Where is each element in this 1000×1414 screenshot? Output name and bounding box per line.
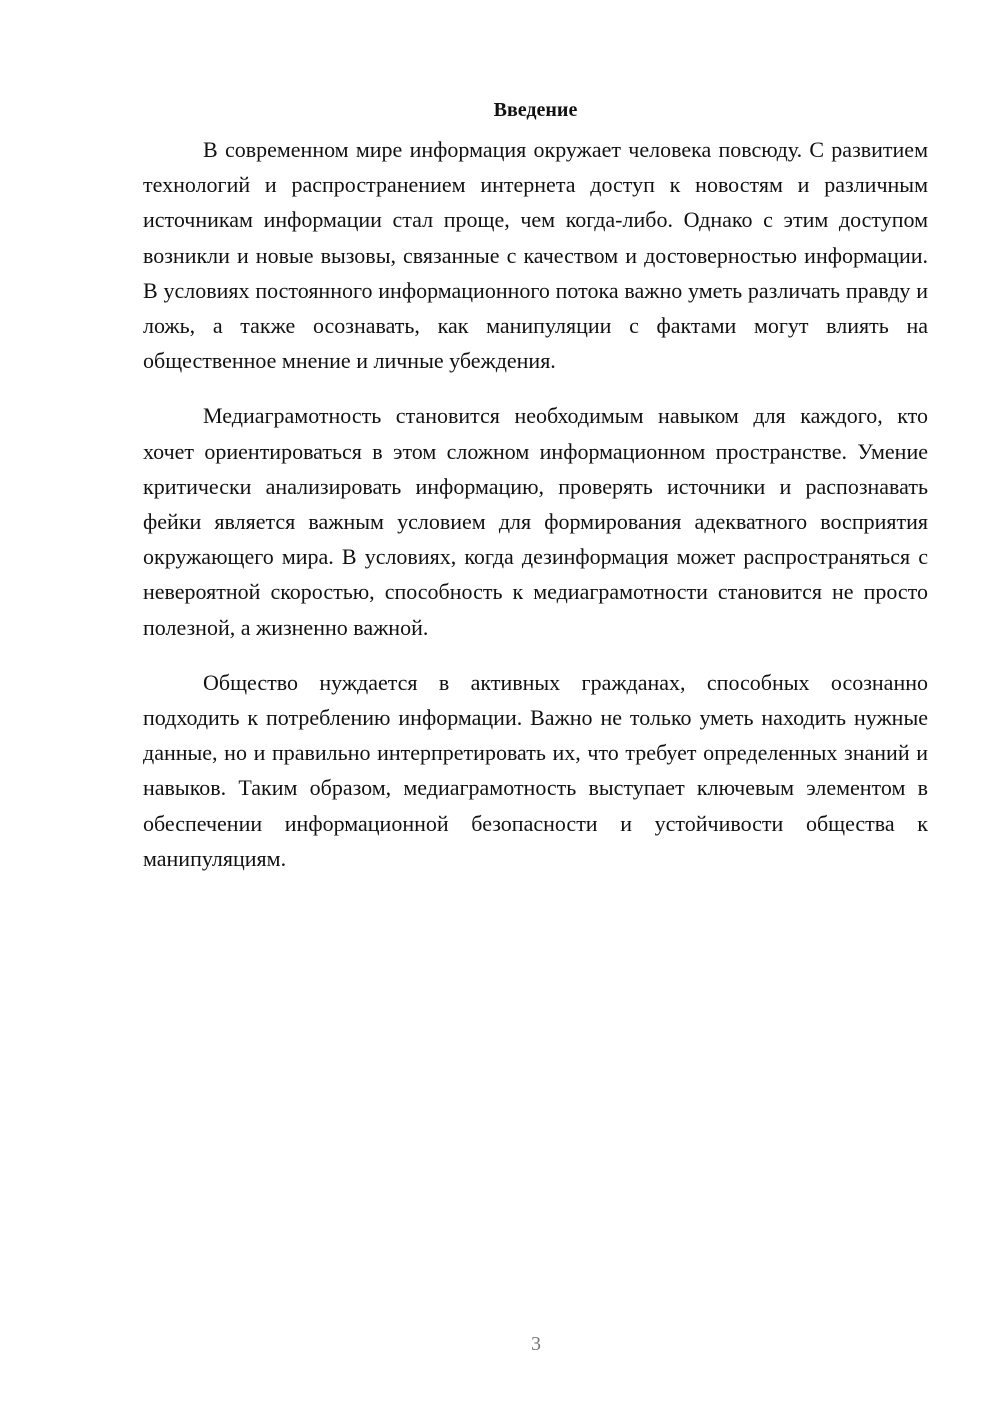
paragraph-2: Медиаграмотность становится необходимым навыком для каждого, кто хочет ориентироваться в этом сложном информационном пространстве. Умение критически анализировать информацию, проверять источники и распознавать фейки является важным условием для формирования адекватного восприятия окружающего мира. В условиях, когда дезинформация может распространяться с невероятной скоростью, способность к медиаграмотности становится не просто полезной, а жизненно важной. <box>143 403 928 640</box>
section-heading: Введение <box>493 99 578 121</box>
paragraph-1: В современном мире информация окружает человека повсюду. С развитием технологий и распространением интернета доступ к новостям и различным источникам информации стал проще, чем когда-либо. Однако с этим доступом возникли и новые вызовы, связанные с качеством и достоверностью информации. В условиях постоянного информационного потока важно уметь различать правду и ложь, а также осознавать, как манипуляции с фактами могут влиять на общественное мнение и личные убеждения. <box>143 137 928 374</box>
paragraph-3: Общество нуждается в активных гражданах, способных осознанно подходить к потреблению информации. Важно не только уметь находить нужные данные, но и правильно интерпретировать их, что требует определенных знаний и навыков. Таким образом, медиаграмотность выступает ключевым элементом в обеспечении информационной безопасности и устойчивости общества к манипуляциям. <box>143 669 928 871</box>
page-content <box>143 96 928 896</box>
page-number: 3 <box>531 1333 541 1355</box>
